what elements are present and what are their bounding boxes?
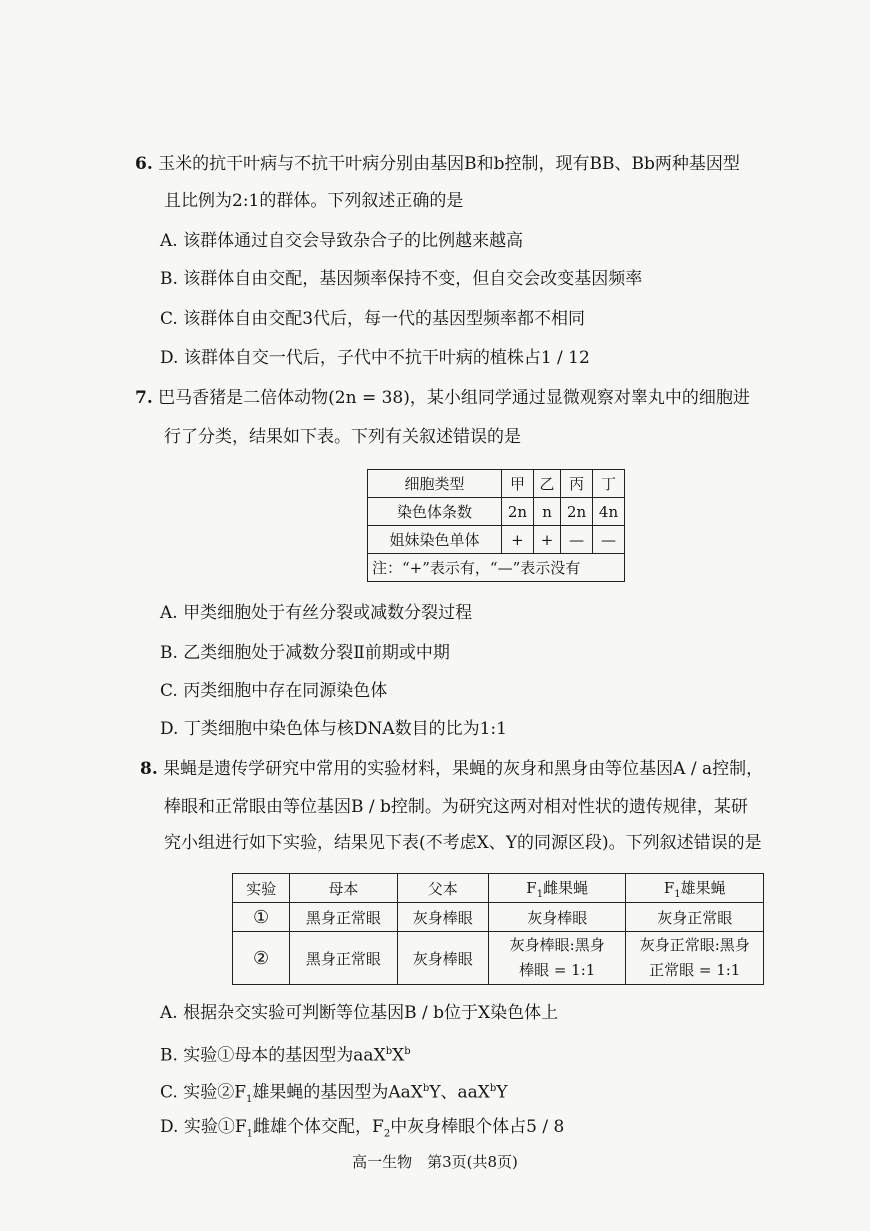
- q7-stem-text1: 巴马香猪是二倍体动物(2n = 38)，某小组同学通过显微观察对睾丸中的细胞进: [158, 388, 750, 408]
- sub: 2: [383, 1128, 391, 1140]
- q6-option-b: B. 该群体自由交配，基因频率保持不变，但自交会改变基因频率: [160, 269, 643, 289]
- table-cell: [626, 874, 764, 903]
- q6-option-c: C. 该群体自由交配3代后，每一代的基因型频率都不相同: [160, 309, 586, 329]
- sub: 1: [246, 1094, 253, 1106]
- table-cell: 黑身正常眼: [290, 903, 397, 932]
- text: 雌雄个体交配，F: [253, 1117, 384, 1137]
- q8-option-b: [160, 1040, 411, 1068]
- q7-option-a: A. 甲类细胞处于有丝分裂或减数分裂过程: [160, 603, 473, 623]
- table-cell: 甲: [502, 470, 534, 498]
- text: B. 实验①母本的基因型为aaX: [160, 1045, 386, 1066]
- q6-option-a: A. 该群体通过自交会导致杂合子的比例越来越高: [160, 231, 524, 251]
- q8-stem-line3: 究小组进行如下实验，结果见下表(不考虑X、Y的同源区段)。下列叙述错误的是: [164, 833, 762, 853]
- table-cell: 4n: [593, 498, 625, 526]
- text: X: [392, 1045, 405, 1066]
- text: 雄果蝇的基因型为AaX: [252, 1082, 423, 1103]
- q8-stem-text1: 果蝇是遗传学研究中常用的实验材料，果蝇的灰身和黑身由等位基因A / a控制，: [163, 759, 764, 779]
- cell-line: 棒眼 = 1:1: [519, 961, 596, 979]
- table-row: [233, 903, 764, 932]
- table-cell: 母本: [290, 874, 397, 903]
- table-cell: 丁: [593, 470, 625, 498]
- table-cell: 实验: [233, 874, 290, 903]
- page-footer: 高一生物 第3页(共8页): [352, 1153, 518, 1171]
- cell-line: 正常眼 = 1:1: [649, 961, 741, 979]
- q7-option-b: B. 乙类细胞处于减数分裂Ⅱ前期或中期: [160, 643, 450, 663]
- table-cell: 灰身棒眼: [397, 903, 488, 932]
- table-cell: 丙: [561, 470, 593, 498]
- table-cell: [488, 874, 626, 903]
- table-cell: 灰身棒眼: [488, 903, 626, 932]
- q7-option-d: D. 丁类细胞中染色体与核DNA数目的比为1:1: [160, 719, 507, 739]
- sup: b: [385, 1046, 393, 1057]
- f1-female-label: 雌果蝇: [543, 878, 589, 897]
- text: C. 实验②F: [160, 1082, 247, 1103]
- table-cell: 灰身正常眼: [626, 903, 764, 932]
- f1-sub: 1: [536, 888, 544, 900]
- sub: 1: [246, 1128, 254, 1140]
- q7-number: 7.: [135, 388, 153, 408]
- table-cell: 父本: [397, 874, 488, 903]
- f1-male-label: 雄果蝇: [680, 878, 726, 897]
- table-cell: n: [533, 498, 560, 526]
- table-cell: 2n: [502, 498, 534, 526]
- text: D. 实验①F: [160, 1117, 247, 1137]
- table-cell: 黑身正常眼: [290, 932, 397, 985]
- q6-option-d: D. 该群体自交一代后，子代中不抗干叶病的植株占1 / 12: [160, 348, 590, 368]
- text: 中灰身棒眼个体占5 / 8: [390, 1117, 565, 1137]
- cell-line: 灰身正常眼:黑身: [639, 936, 750, 954]
- table-row: [368, 526, 625, 554]
- table-cell: 细胞类型: [368, 470, 502, 498]
- table-row: [368, 498, 625, 526]
- sup: b: [404, 1046, 411, 1057]
- table-cell: —: [561, 526, 593, 554]
- f1-prefix: F: [526, 878, 537, 897]
- table-cell: +: [533, 526, 560, 554]
- sup: b: [422, 1083, 430, 1094]
- q6-stem-line2: 且比例为2:1的群体。下列叙述正确的是: [164, 191, 464, 211]
- table-note: 注：“+”表示有，“—”表示没有: [368, 554, 625, 582]
- table-cell: 染色体条数: [368, 498, 502, 526]
- q8-option-a: A. 根据杂交实验可判断等位基因B / b位于X染色体上: [160, 1003, 559, 1023]
- table-note-row: [368, 554, 625, 582]
- sup: b: [489, 1083, 497, 1094]
- q8-number: 8.: [140, 759, 158, 779]
- f1-prefix: F: [663, 878, 675, 897]
- q8-table-header: [233, 874, 764, 903]
- q7-table: [367, 469, 625, 582]
- table-cell: [488, 932, 626, 985]
- q7-option-c: C. 丙类细胞中存在同源染色体: [160, 681, 388, 701]
- text: Y: [496, 1082, 508, 1103]
- q7-stem-line2: 行了分类，结果如下表。下列有关叙述错误的是: [164, 427, 521, 447]
- q8-option-c: [160, 1077, 508, 1112]
- table-cell: [626, 932, 764, 985]
- q6-stem-line1: [135, 152, 740, 176]
- q7-stem-line1: [135, 386, 750, 410]
- table-cell: +: [502, 526, 534, 554]
- q8-option-d: [160, 1115, 564, 1146]
- q6-stem-text1: 玉米的抗干叶病与不抗干叶病分别由基因B和b控制，现有BB、Bb两种基因型: [158, 154, 740, 174]
- cell-line: 灰身棒眼:黑身: [509, 936, 605, 954]
- text: Y、aaX: [429, 1082, 490, 1103]
- q8-table: [232, 873, 764, 985]
- q8-stem-line1: [140, 757, 763, 781]
- table-cell: 姐妹染色单体: [368, 526, 502, 554]
- table-cell: —: [593, 526, 625, 554]
- table-cell: 乙: [533, 470, 560, 498]
- q8-stem-line2: 棒眼和正常眼由等位基因B / b控制。为研究这两对相对性状的遗传规律，某研: [164, 797, 748, 817]
- q7-table-header: [368, 470, 625, 498]
- table-cell: 灰身棒眼: [397, 932, 488, 985]
- table-cell: 2n: [561, 498, 593, 526]
- table-cell: ②: [233, 932, 290, 985]
- table-row: [233, 932, 764, 985]
- table-cell: ①: [233, 903, 290, 932]
- f1-sub: 1: [674, 888, 681, 900]
- q6-number: 6.: [135, 154, 153, 174]
